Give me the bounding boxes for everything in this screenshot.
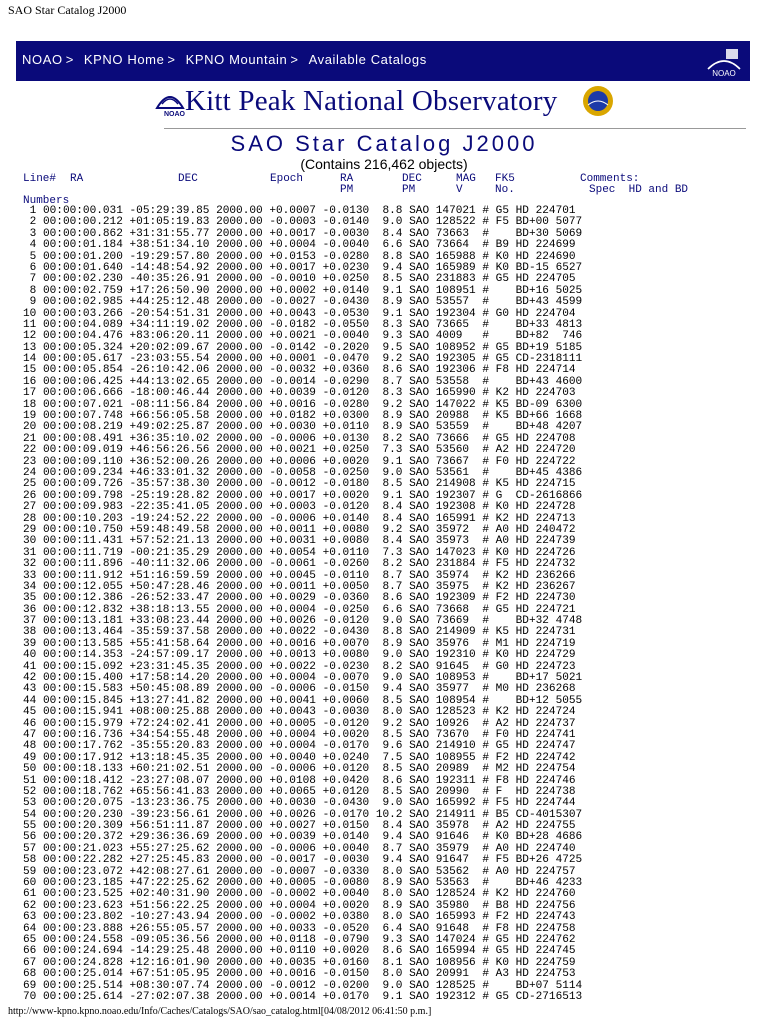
catalog-row: 69 00:00:25.514 +08:30:07.74 2000.00 -0.0012 -0.0200 9.0 SAO 128525 # BD+07 5114	[23, 979, 583, 992]
catalog-row: 27 00:00:09.983 -22:35:41.05 2000.00 +0.0003 -0.0120 8.4 SAO 192308 # K0 HD 224728	[23, 501, 576, 514]
nsf-seal-icon	[582, 83, 614, 119]
catalog-row: 65 00:00:24.558 -09:05:36.56 2000.00 +0.0118 -0.0790 9.3 SAO 147024 # G5 HD 224762	[23, 934, 576, 946]
catalog-row: 28 00:00:10.203 -19:24:52.22 2000.00 -0.0006 +0.0140 8.4 SAO 165991 # K2 HD 224713	[23, 512, 576, 525]
nav-link-noao[interactable]: NOAO	[22, 52, 63, 67]
catalog-row: 54 00:00:20.230 -39:23:56.61 2000.00 +0.0026 -0.0170 10.2 SAO 214911 # B5 CD-4015307	[23, 808, 583, 821]
col-header-spec-hd-bd: Spec HD and BD	[589, 184, 689, 196]
col-header-ra: RA	[70, 173, 84, 185]
col-header-mag-1: MAG	[456, 173, 476, 185]
nav-link-kpno-mountain[interactable]: KPNO Mountain	[185, 52, 288, 67]
col-header-epoch: Epoch	[270, 173, 304, 185]
catalog-row: 62 00:00:23.623 +51:56:22.25 2000.00 +0.0004 +0.0020 8.9 SAO 35980 # B8 HD 224756	[23, 899, 576, 912]
catalog-row: 17 00:00:06.666 -18:00:46.44 2000.00 +0.0039 -0.0120 8.3 SAO 165990 # K2 HD 224703	[23, 387, 576, 400]
col-header-ra-pm-2: PM	[340, 184, 354, 196]
catalog-row: 29 00:00:10.750 +59:48:49.58 2000.00 +0.0011 +0.0080 9.2 SAO 35972 # A0 HD 240472	[23, 523, 576, 536]
col-header-dec-pm-2: PM	[402, 184, 416, 196]
catalog-row: 36 00:00:12.832 +38:18:13.55 2000.00 +0.0004 -0.0250 6.6 SAO 73668 # G5 HD 224721	[23, 603, 576, 616]
col-header-dec-pm-1: DEC	[402, 173, 422, 185]
catalog-row: 1 00:00:00.031 -05:29:39.85 2000.00 +0.0007 -0.0130 8.8 SAO 147021 # G5 HD 224701	[23, 205, 576, 217]
col-header-fk5-1: FK5	[495, 173, 515, 185]
catalog-row: 61 00:00:23.525 +02:40:31.90 2000.00 -0.0002 +0.0040 8.0 SAO 128524 # K2 HD 224760	[23, 888, 576, 901]
catalog-row: 34 00:00:12.055 +50:47:28.46 2000.00 +0.0011 +0.0050 8.7 SAO 35975 # K2 HD 236267	[23, 580, 576, 593]
svg-text:NOAO: NOAO	[712, 69, 736, 78]
kpno-title: Kitt Peak National Observatory	[185, 85, 558, 117]
col-header-fk5-2: No.	[495, 184, 515, 196]
catalog-row: 38 00:00:13.464 -35:59:37.58 2000.00 +0.0022 -0.0430 8.8 SAO 214909 # K5 HD 224731	[23, 626, 576, 639]
kpno-banner	[155, 83, 615, 123]
title-divider	[164, 128, 746, 129]
kpno-noao-label: NOAO	[164, 111, 185, 118]
catalog-row: 24 00:00:09.234 +46:33:01.32 2000.00 -0.0058 -0.0250 9.0 SAO 53561 # BD+45 4386	[23, 466, 583, 479]
catalog-row: 46 00:00:15.979 +72:24:02.41 2000.00 +0.0005 -0.0120 9.2 SAO 10926 # A2 HD 224737	[23, 717, 576, 730]
catalog-row: 51 00:00:18.412 -23:27:08.07 2000.00 +0.0108 +0.0420 8.6 SAO 192311 # F8 HD 224746	[23, 774, 576, 787]
print-footer-url: http://www-kpno.kpno.noao.edu/Info/Caches/Catalogs/SAO/sao_catalog.html[04/08/2012 06:41:50 p.m.]	[8, 1006, 432, 1017]
catalog-row: 4 00:00:01.184 +38:51:34.10 2000.00 +0.0004 -0.0040 6.6 SAO 73664 # B9 HD 224699	[23, 239, 576, 252]
col-header-ra-pm-1: RA	[340, 173, 354, 185]
catalog-row: 57 00:00:21.023 +55:27:25.62 2000.00 -0.0006 +0.0040 8.7 SAO 35979 # A0 HD 224740	[23, 842, 576, 855]
catalog-row: 11 00:00:04.089 +34:11:19.02 2000.00 -0.0182 -0.0550 8.3 SAO 73665 # BD+33 4813	[23, 318, 583, 331]
catalog-row: 32 00:00:11.896 -40:11:32.06 2000.00 -0.0061 -0.0260 8.2 SAO 231884 # F5 HD 224732	[23, 558, 576, 571]
catalog-row: 23 00:00:09.110 +36:52:00.26 2000.00 +0.0006 +0.0020 9.1 SAO 73667 # F0 HD 224722	[23, 455, 576, 468]
col-header-numbers: Numbers	[23, 195, 70, 207]
catalog-row: 37 00:00:13.181 +33:08:23.44 2000.00 +0.0026 -0.0120 9.0 SAO 73669 # BD+32 4748	[23, 615, 583, 628]
kpno-dome-logo-icon	[155, 86, 185, 112]
catalog-row: 43 00:00:15.583 +50:45:08.89 2000.00 -0.0006 -0.0150 9.4 SAO 35977 # M0 HD 236268	[23, 683, 576, 696]
catalog-row: 42 00:00:15.400 +17:58:14.20 2000.00 +0.0004 -0.0070 9.0 SAO 108953 # BD+17 5021	[23, 672, 583, 685]
catalog-row: 15 00:00:05.854 -26:10:42.06 2000.00 -0.0032 +0.0360 8.6 SAO 192306 # F8 HD 224714	[23, 364, 576, 377]
catalog-row: 67 00:00:24.828 +12:16:01.90 2000.00 +0.0035 +0.0160 8.1 SAO 108956 # K0 HD 224759	[23, 956, 576, 969]
catalog-row: 41 00:00:15.092 +23:31:45.35 2000.00 +0.0022 -0.0230 8.2 SAO 91645 # G0 HD 224723	[23, 660, 576, 673]
catalog-row: 14 00:00:05.617 -23:03:55.54 2000.00 +0.0001 -0.0470 9.2 SAO 192305 # G5 CD-2318111	[23, 353, 583, 366]
catalog-row: 49 00:00:17.912 +13:18:45.35 2000.00 +0.0040 +0.0240 7.5 SAO 108955 # F2 HD 224742	[23, 751, 576, 764]
catalog-row: 12 00:00:04.476 +83:06:20.11 2000.00 +0.0021 -0.0040 9.3 SAO 4009 # BD+82 746	[23, 330, 583, 343]
catalog-row: 59 00:00:23.072 +42:08:27.61 2000.00 -0.0007 -0.0330 8.0 SAO 53562 # A0 HD 224757	[23, 865, 576, 878]
catalog-row: 26 00:00:09.798 -25:19:28.82 2000.00 +0.0017 +0.0020 9.1 SAO 192307 # G CD-2616866	[23, 489, 583, 502]
catalog-row: 52 00:00:18.762 +65:56:41.83 2000.00 +0.0065 +0.0120 8.5 SAO 20990 # F HD 224738	[23, 785, 576, 798]
catalog-row: 47 00:00:16.736 +34:54:55.48 2000.00 +0.0004 +0.0020 8.5 SAO 73670 # F0 HD 224741	[23, 728, 576, 741]
catalog-row: 60 00:00:23.185 +47:22:25.62 2000.00 +0.0005 -0.0080 8.9 SAO 53563 # BD+46 4233	[23, 877, 583, 890]
catalog-row: 40 00:00:14.353 -24:57:09.17 2000.00 +0.0013 +0.0080 9.0 SAO 192310 # K0 HD 224729	[23, 649, 576, 662]
catalog-row: 64 00:00:23.888 +26:55:05.57 2000.00 +0.0033 -0.0520 6.4 SAO 91648 # F8 HD 224758	[23, 922, 576, 935]
catalog-row: 21 00:00:08.491 +36:35:10.02 2000.00 -0.0006 +0.0130 8.2 SAO 73666 # G5 HD 224708	[23, 432, 576, 445]
catalog-row: 16 00:00:06.425 +44:13:02.65 2000.00 -0.0014 -0.0290 8.7 SAO 53558 # BD+43 4600	[23, 375, 583, 388]
catalog-row: 19 00:00:07.748 +66:56:05.58 2000.00 +0.0182 +0.0300 8.9 SAO 20988 # K5 BD+66 1668	[23, 410, 583, 423]
catalog-row: 10 00:00:03.266 -20:54:51.31 2000.00 +0.0043 -0.0530 9.1 SAO 192304 # G0 HD 224704	[23, 307, 576, 320]
catalog-row: 22 00:00:09.019 +46:56:26.56 2000.00 +0.0021 +0.0250 7.3 SAO 53560 # A2 HD 224720	[23, 444, 576, 457]
catalog-row: 6 00:00:01.640 -14:48:54.92 2000.00 +0.0017 +0.0230 9.4 SAO 165989 # K0 BD-15 6527	[23, 261, 583, 274]
breadcrumb	[22, 52, 427, 67]
catalog-row: 50 00:00:18.133 +60:21:02.51 2000.00 -0.0006 +0.0120 8.5 SAO 20989 # M2 HD 224754	[23, 763, 576, 776]
catalog-rows	[23, 206, 582, 1003]
catalog-row: 70 00:00:25.614 -27:02:07.38 2000.00 +0.0014 +0.0170 9.1 SAO 192312 # G5 CD-2716513	[23, 990, 583, 1003]
catalog-row: 63 00:00:23.802 -10:27:43.94 2000.00 -0.0002 +0.0380 8.0 SAO 165993 # F2 HD 224743	[23, 911, 576, 924]
breadcrumb-separator: >	[290, 52, 299, 67]
col-header-dec: DEC	[178, 173, 198, 185]
catalog-row: 3 00:00:00.862 +31:31:55.77 2000.00 +0.0017 -0.0030 8.4 SAO 73663 # BD+30 5069	[23, 227, 583, 240]
catalog-title: SAO Star Catalog J2000	[230, 131, 538, 156]
catalog-row: 53 00:00:20.075 -13:23:36.75 2000.00 +0.0030 -0.0430 9.0 SAO 165992 # F5 HD 224744	[23, 797, 576, 810]
catalog-subtitle: (Contains 216,462 objects)	[300, 156, 468, 172]
catalog-row: 58 00:00:22.282 +27:25:45.83 2000.00 -0.0017 -0.0030 9.4 SAO 91647 # F5 BD+26 4725	[23, 854, 583, 867]
catalog-row: 30 00:00:11.431 +57:52:21.13 2000.00 +0.0031 +0.0080 8.4 SAO 35973 # A0 HD 224739	[23, 535, 576, 548]
nav-bar	[16, 41, 750, 81]
nav-link-available-catalogs[interactable]: Available Catalogs	[308, 52, 427, 67]
catalog-row: 33 00:00:11.912 +51:16:59.59 2000.00 +0.0045 -0.0110 8.7 SAO 35974 # K2 HD 236266	[23, 569, 576, 582]
catalog-row: 48 00:00:17.762 -35:55:20.83 2000.00 +0.0004 -0.0170 9.6 SAO 214910 # G5 HD 224747	[23, 740, 576, 753]
catalog-row: 20 00:00:08.219 +49:02:25.87 2000.00 +0.0030 +0.0110 8.9 SAO 53559 # BD+48 4207	[23, 421, 583, 434]
catalog-row: 5 00:00:01.200 -19:29:57.80 2000.00 +0.0153 -0.0280 8.8 SAO 165988 # K0 HD 224690	[23, 250, 576, 263]
col-header-line: Line#	[23, 173, 57, 185]
catalog-row: 7 00:00:02.230 -40:35:26.91 2000.00 -0.0010 +0.0250 8.5 SAO 231883 # G5 HD 224705	[23, 273, 576, 286]
breadcrumb-separator: >	[167, 52, 176, 67]
catalog-row: 68 00:00:25.014 +67:51:05.95 2000.00 +0.0016 -0.0150 8.0 SAO 20991 # A3 HD 224753	[23, 968, 576, 981]
noao-logo-icon[interactable]	[704, 43, 744, 79]
catalog-row: 56 00:00:20.372 +29:36:36.69 2000.00 +0.0039 +0.0140 9.4 SAO 91646 # K0 BD+28 4686	[23, 831, 583, 844]
catalog-row: 18 00:00:07.021 -08:11:56.84 2000.00 +0.0016 -0.0280 9.2 SAO 147022 # K5 BD-09 6300	[23, 398, 583, 411]
catalog-row: 8 00:00:02.759 +17:26:50.90 2000.00 +0.0002 +0.0140 9.1 SAO 108951 # BD+16 5025	[23, 284, 583, 297]
nav-link-kpno-home[interactable]: KPNO Home	[83, 52, 165, 67]
breadcrumb-separator: >	[65, 52, 74, 67]
catalog-row: 45 00:00:15.941 +08:00:25.88 2000.00 +0.0043 -0.0030 8.0 SAO 128523 # K2 HD 224724	[23, 706, 576, 719]
col-header-mag-2: V	[456, 184, 463, 196]
catalog-row: 31 00:00:11.719 -00:21:35.29 2000.00 +0.0054 +0.0110 7.3 SAO 147023 # K0 HD 224726	[23, 546, 576, 559]
catalog-row: 9 00:00:02.985 +44:25:12.48 2000.00 -0.0027 -0.0430 8.9 SAO 53557 # BD+43 4599	[23, 296, 583, 309]
catalog-row: 2 00:00:00.212 +01:05:19.83 2000.00 -0.0003 -0.0140 9.0 SAO 128522 # F5 BD+00 5077	[23, 216, 583, 229]
catalog-row: 66 00:00:24.694 -14:29:25.48 2000.00 +0.0110 +0.0020 8.6 SAO 165994 # G5 HD 224745	[23, 945, 576, 958]
col-header-comments: Comments:	[580, 173, 640, 185]
catalog-row: 25 00:00:09.726 -35:57:38.30 2000.00 -0.0012 -0.0180 8.5 SAO 214908 # K5 HD 224715	[23, 478, 576, 491]
catalog-row: 35 00:00:12.386 -26:52:33.47 2000.00 +0.0029 -0.0360 8.6 SAO 192309 # F2 HD 224730	[23, 592, 576, 605]
catalog-row: 39 00:00:13.585 +55:41:58.64 2000.00 +0.0016 +0.0070 8.9 SAO 35976 # M1 HD 224719	[23, 637, 576, 650]
catalog-row: 13 00:00:05.324 +20:02:09.67 2000.00 -0.0142 -0.2020 9.5 SAO 108952 # G5 BD+19 5185	[23, 341, 583, 354]
catalog-row: 44 00:00:15.845 +13:27:41.82 2000.00 +0.0041 +0.0060 8.5 SAO 108954 # BD+12 5055	[23, 694, 583, 707]
catalog-row: 55 00:00:20.309 +56:51:11.87 2000.00 +0.0027 +0.0150 8.4 SAO 35978 # A2 HD 224755	[23, 820, 576, 833]
print-header-title: SAO Star Catalog J2000	[8, 3, 127, 17]
